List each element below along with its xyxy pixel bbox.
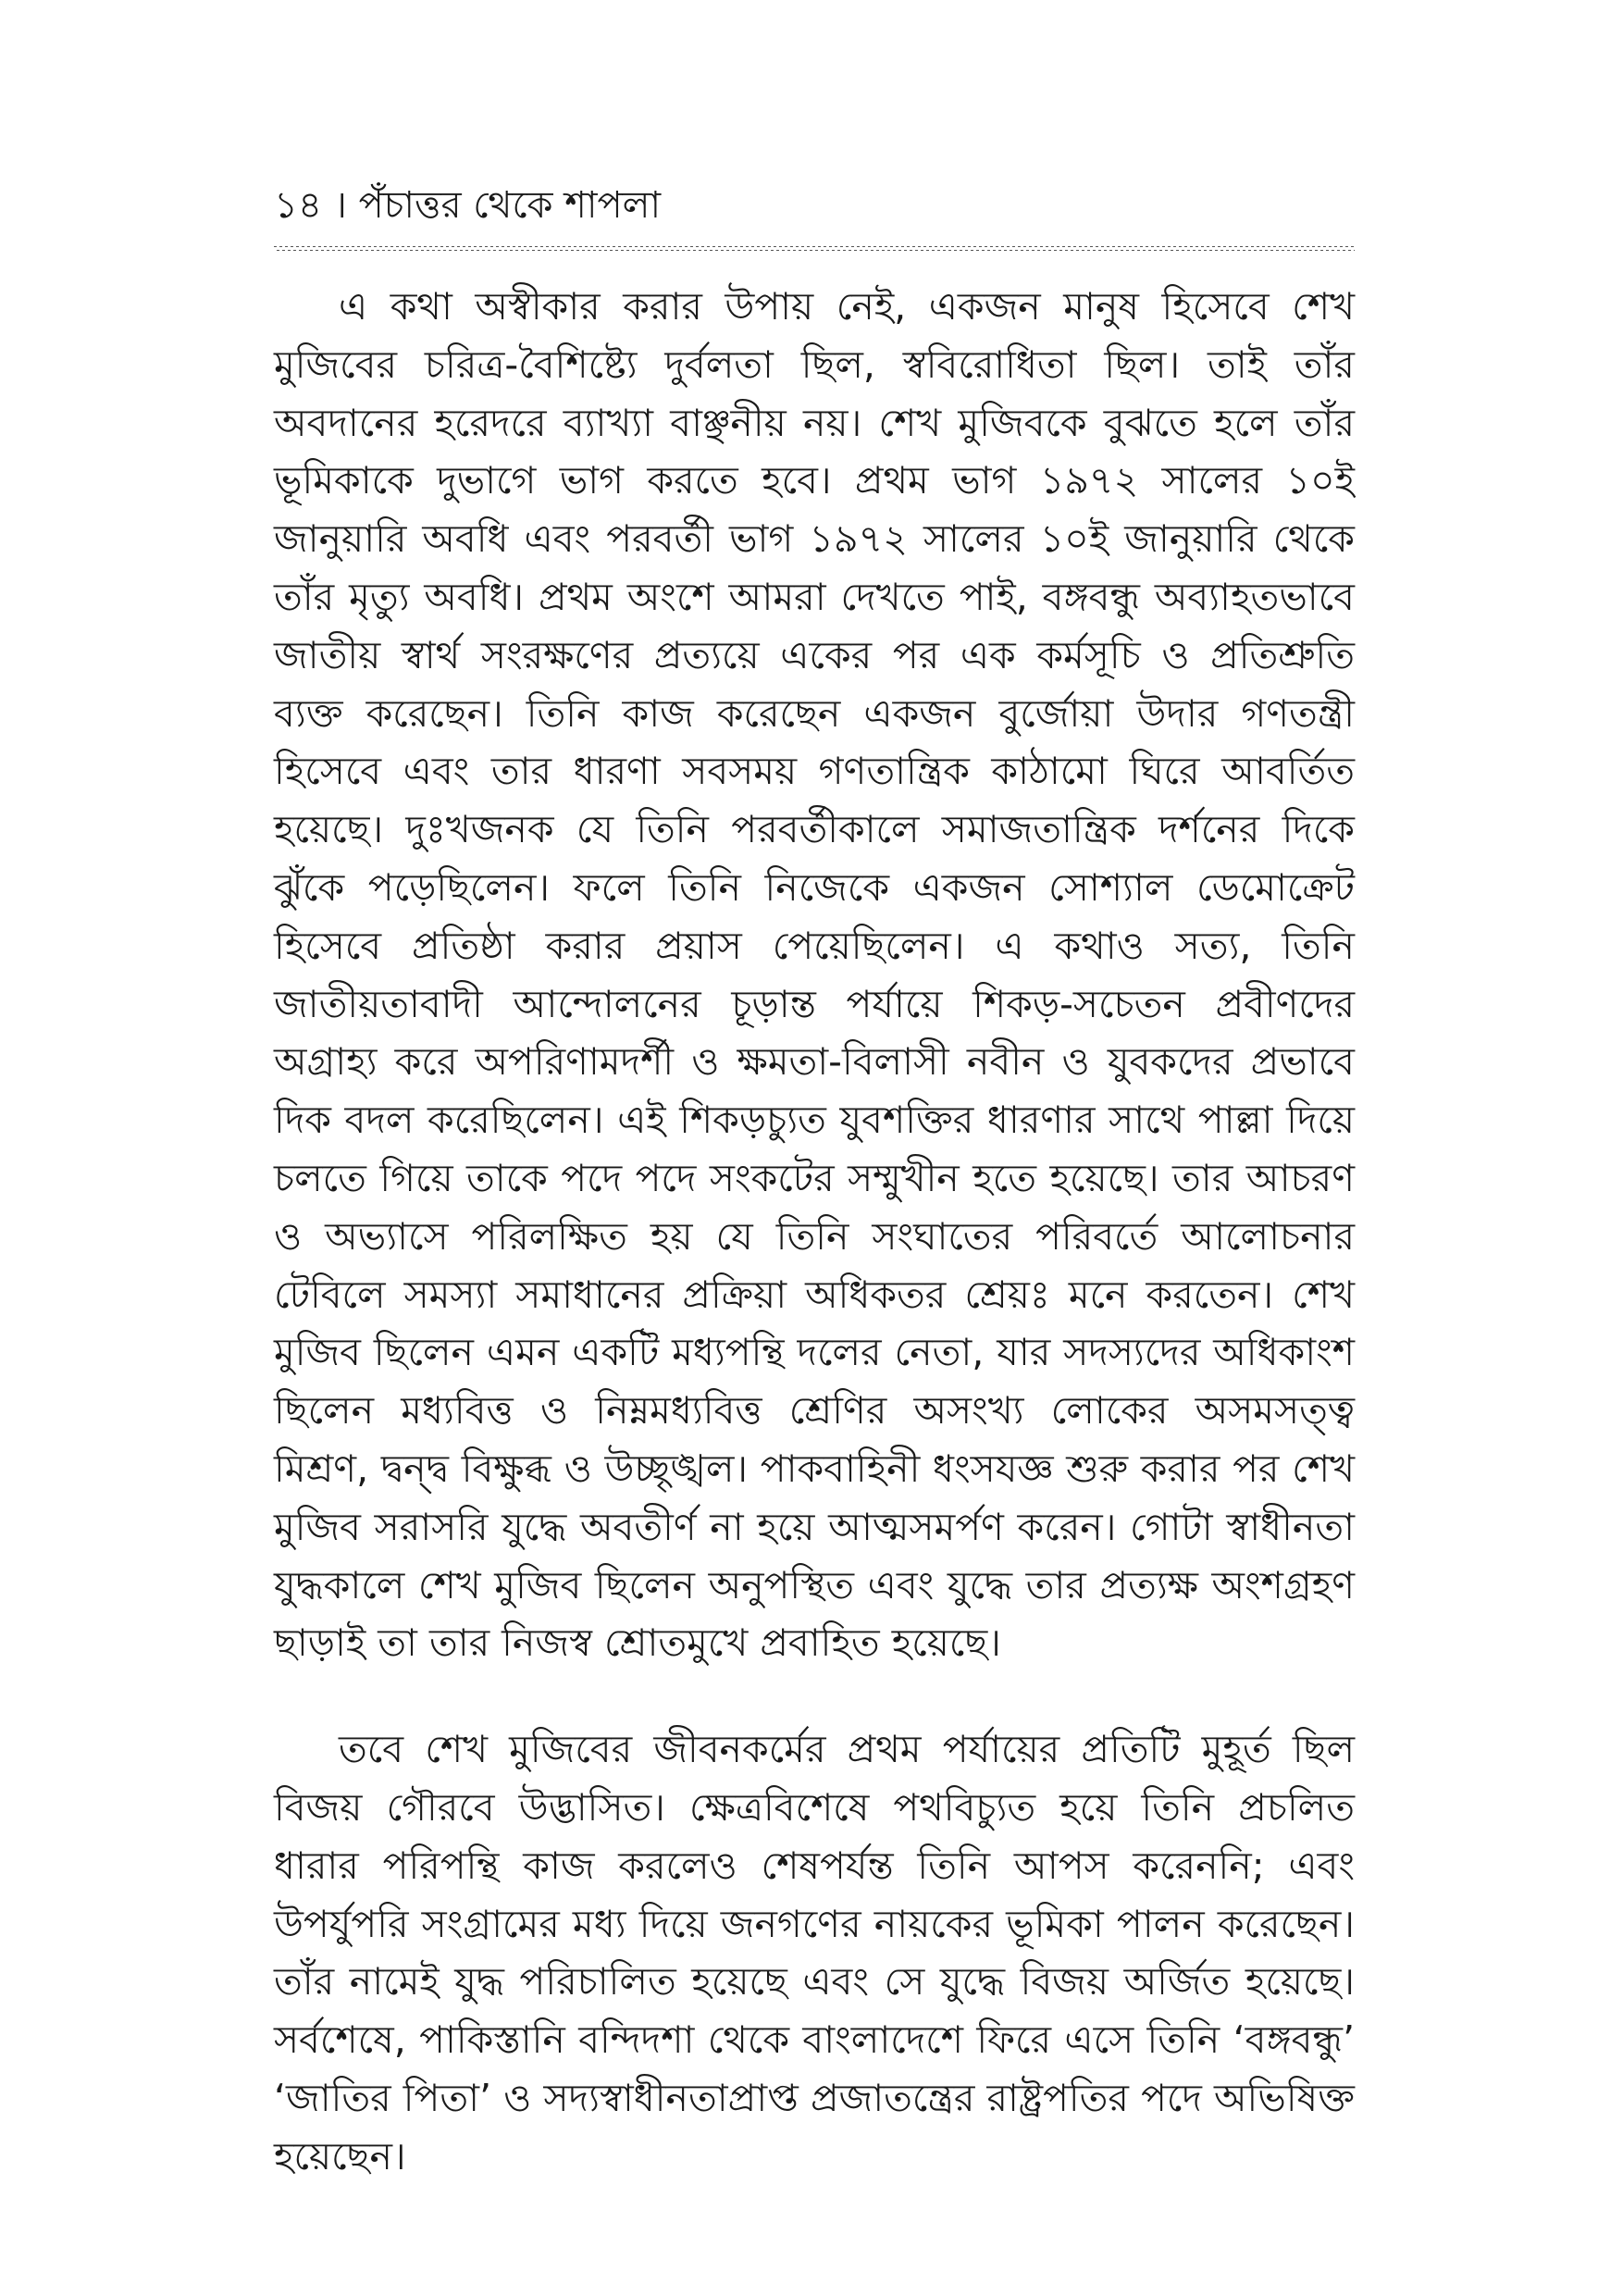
paragraph-1: এ কথা অস্বীকার করার উপায় নেই, একজন মানুষ হিসেবে শেখ মুজিবের চরিত্র-বৈশিষ্ট্যে দুর্বলতা ছিল, স্ববিরোধিতা ছিল। তাই তাঁর অবদানের হরেদরে ব্যাখ্যা বাঞ্ছনীয় নয়। শেখ মুজিবকে বুঝতে হলে তাঁর ভূমিকাকে দুভাগে ভাগ করতে হবে। প্রথম ভাগ ১৯৭২ সালের ১০ই জানুয়ারি অবধি এবং পরবর্তী ভাগ ১৯৭২ সালের ১০ই জানুয়ারি থেকে তাঁর মৃত্যু অবধি। প্রথম অংশে আমরা দেখতে পাই, বঙ্গবন্ধু অব্যাহতভাবে জাতীয় স্বার্থ সংরক্ষণের প্রত্যয়ে একের পর এক কর্মসূচি ও প্রতিশ্রুতি ব্যক্ত করেছেন। তিনি কাজ করেছেন একজন বুর্জোয়া উদার গণতন্ত্রী হিসেবে এবং তার ধারণা সবসময় গণতান্ত্রিক কাঠামো ঘিরে আবর্তিত হয়েছে। দুঃখজনক যে তিনি পরবর্তীকালে সমাজতান্ত্রিক দর্শনের দিকে ঝুঁকে পড়েছিলেন। ফলে তিনি নিজেকে একজন সোশ্যাল ডেমোক্রেট হিসেবে প্রতিষ্ঠা করার প্রয়াস পেয়েছিলেন। এ কথাও সত্য, তিনি জাতীয়তাবাদী আন্দোলনের চূড়ান্ত পর্যায়ে শিকড়-সচেতন প্রবীণদের অগ্রাহ্য করে অপরিণামদর্শী ও ক্ষমতা-বিলাসী নবীন ও যুবকদের প্রভাবে দিক বদল করেছিলেন। এই শিকড়চ্যুত যুবশক্তির ধারণার সাথে পাল্লা দিয়ে চলতে গিয়ে তাকে পদে পদে সংকটের সম্মুখীন হতে হয়েছে। তার আচরণ ও অভ্যাসে পরিলক্ষিত হয় যে তিনি সংঘাতের পরিবর্তে আলোচনার টেবিলে সমস্যা সমাধানের প্রক্রিয়া অধিকতর শ্রেয়ঃ মনে করতেন। শেখ মুজিব ছিলেন এমন একটি মধ্যপন্থি দলের নেতা, যার সদস্যদের অধিকাংশ ছিলেন মধ্যবিত্ত ও নিম্নমধ্যবিত্ত শ্রেণির অসংখ্য লোকের অসমসত্ত্ব মিশ্রণ, দ্বন্দ্ব বিক্ষুব্ধ ও উচ্ছৃঙ্খল। পাকবাহিনী ধংসযজ্ঞ শুরু করার পর শেখ মুজিব সরাসরি যুদ্ধে অবতীর্ণ না হয়ে আত্মসমর্পণ করেন। গোটা স্বাধীনতা যুদ্ধকালে শেখ মুজিব ছিলেন অনুপস্থিত এবং যুদ্ধে তার প্রত্যক্ষ অংশগ্রহণ ছাড়াই তা তার নিজস্ব শ্রোতমুখে প্রবাহিত হয়েছে। (274, 284, 1355, 1666)
body-text (274, 278, 1355, 2186)
header-divider (274, 246, 1355, 252)
running-head: ১৪ । পঁচাত্তর থেকে শাপলা (274, 184, 662, 227)
paragraph-2: তবে শেখ মুজিবের জীবনকর্মের প্রথম পর্যায়ের প্রতিটি মুহূর্ত ছিল বিজয় গৌরবে উদ্ভাসিত। ক্ষেত্রবিশেষে পথবিচ্যুত হয়ে তিনি প্রচলিত ধারার পরিপন্থি কাজ করলেও শেষপর্যন্ত তিনি আপস করেননি; এবং উপর্যুপরি সংগ্রামের মধ্য দিয়ে জনগণের নায়কের ভূমিকা পালন করেছেন। তাঁর নামেই যুদ্ধ পরিচালিত হয়েছে এবং সে যুদ্ধে বিজয় অর্জিত হয়েছে। সর্বশেষে, পাকিস্তানি বন্দিদশা থেকে বাংলাদেশে ফিরে এসে তিনি ‘বঙ্গবন্ধু’ ‘জাতির পিতা’ ও সদ্যস্বাধীনতাপ্রাপ্ত প্রজাতন্ত্রের রাষ্ট্রপতির পদে অভিষিক্ত হয়েছেন। (274, 1727, 1355, 2178)
